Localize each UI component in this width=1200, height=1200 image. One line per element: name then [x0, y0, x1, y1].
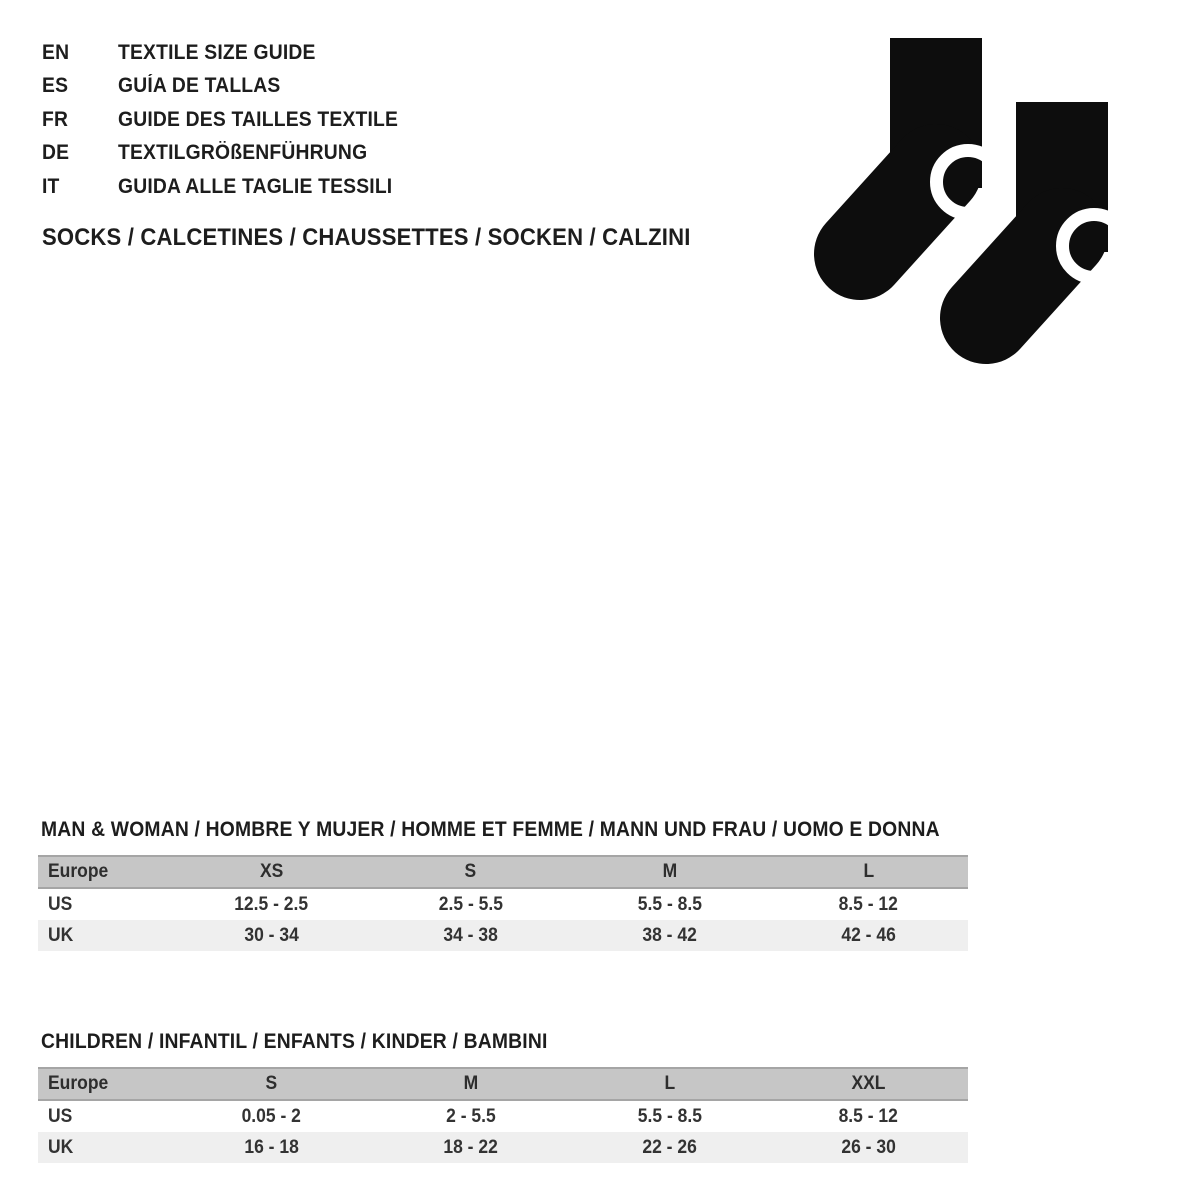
language-row-fr	[42, 103, 422, 137]
size-value: 8.5 - 12	[769, 1100, 968, 1132]
size-value: 0.05 - 2	[172, 1100, 371, 1132]
column-header-region: Europe	[38, 856, 172, 888]
size-value: 2 - 5.5	[371, 1100, 570, 1132]
column-header-size: M	[371, 1068, 570, 1100]
column-header-size: L	[769, 856, 968, 888]
region-label: US	[38, 888, 172, 920]
language-row-de	[42, 137, 422, 171]
language-code: DE	[42, 141, 70, 165]
region-label: US	[38, 1100, 172, 1132]
size-value: 16 - 18	[172, 1132, 371, 1163]
man-woman-section	[38, 818, 968, 951]
language-code: FR	[42, 107, 69, 131]
size-value: 26 - 30	[769, 1132, 968, 1163]
size-value: 2.5 - 5.5	[371, 888, 570, 920]
table-row-us	[38, 1100, 968, 1132]
language-row-it	[42, 170, 422, 204]
children-size-table	[38, 1067, 968, 1163]
sock-right	[986, 102, 1120, 318]
sock-left	[860, 38, 1000, 254]
size-value: 8.5 - 12	[769, 888, 968, 920]
language-row-en	[42, 36, 422, 70]
column-header-size: S	[172, 1068, 371, 1100]
language-title-list	[42, 36, 422, 204]
size-value: 38 - 42	[570, 920, 769, 951]
language-code: IT	[42, 174, 60, 198]
size-value: 30 - 34	[172, 920, 371, 951]
size-value: 12.5 - 2.5	[172, 888, 371, 920]
table-row-us	[38, 888, 968, 920]
man-woman-section-title: MAN & WOMAN / HOMBRE Y MUJER / HOMME ET FEMME / MANN UND FRAU / UOMO E DONNA	[41, 818, 940, 841]
language-row-es	[42, 70, 422, 104]
size-value: 42 - 46	[769, 920, 968, 951]
column-header-size: XXL	[769, 1068, 968, 1100]
size-value: 18 - 22	[371, 1132, 570, 1163]
column-header-size: L	[570, 1068, 769, 1100]
table-row-uk	[38, 920, 968, 951]
language-title: GUIDE DES TAILLES TEXTILE	[118, 107, 399, 131]
children-section	[38, 1030, 968, 1163]
size-value: 5.5 - 8.5	[570, 1100, 769, 1132]
language-title: GUÍA DE TALLAS	[118, 74, 281, 98]
table-row-uk	[38, 1132, 968, 1163]
column-header-size: M	[570, 856, 769, 888]
size-value: 5.5 - 8.5	[570, 888, 769, 920]
man-woman-size-table	[38, 855, 968, 951]
column-header-region: Europe	[38, 1068, 172, 1100]
region-label: UK	[38, 920, 172, 951]
size-value: 22 - 26	[570, 1132, 769, 1163]
region-label: UK	[38, 1132, 172, 1163]
table-header-row	[38, 1068, 968, 1100]
column-header-size: XS	[172, 856, 371, 888]
category-line: SOCKS / CALCETINES / CHAUSSETTES / SOCKEN / CALZINI	[42, 224, 691, 251]
language-title: TEXTILGRÖßENFÜHRUNG	[118, 141, 368, 165]
language-code: ES	[42, 74, 69, 98]
column-header-size: S	[371, 856, 570, 888]
language-title: GUIDA ALLE TAGLIE TESSILI	[118, 174, 393, 198]
size-value: 34 - 38	[371, 920, 570, 951]
table-header-row	[38, 856, 968, 888]
socks-icon	[800, 22, 1120, 367]
language-title: TEXTILE SIZE GUIDE	[118, 40, 316, 64]
children-section-title: CHILDREN / INFANTIL / ENFANTS / KINDER / BAMBINI	[41, 1030, 548, 1053]
language-code: EN	[42, 40, 70, 64]
